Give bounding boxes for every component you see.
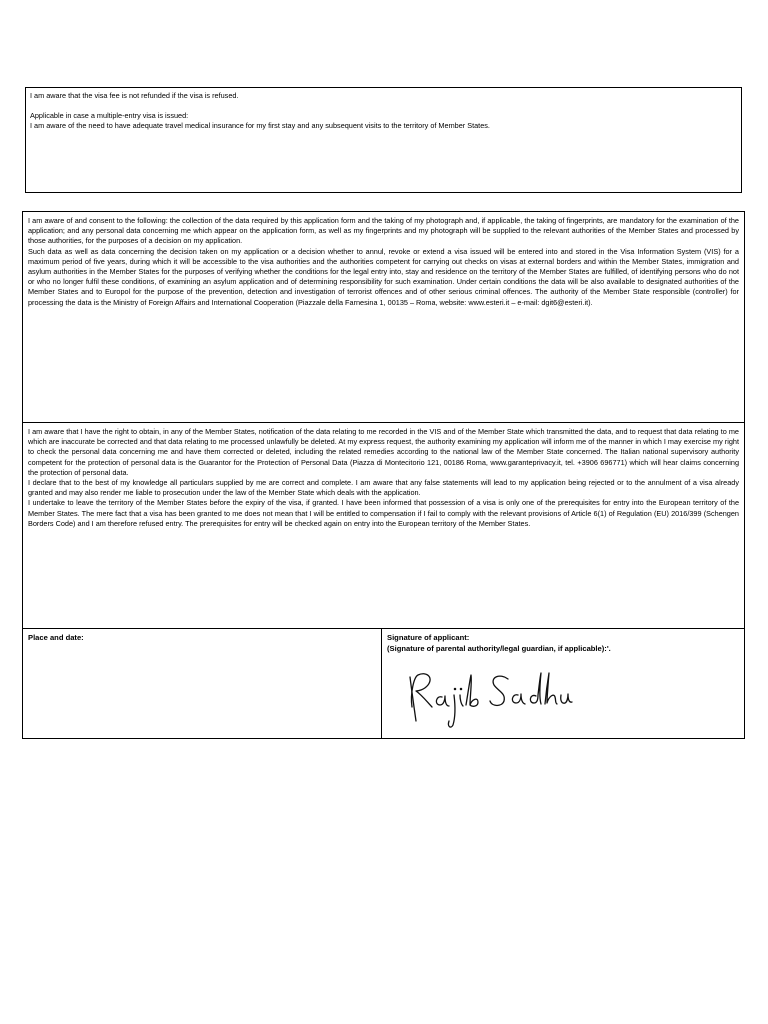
departure-undertaking-paragraph: I undertake to leave the territory of the Member States before the expiry of the visa, if granted. I have been informed that possession of a visa is only one of the prerequisites for entry into the European territory of the Member States. The mere fact that a visa has been granted to me does not mean that I will be entitled to compensation if I fail to comply with the relevant provisions of Article 6(1) of Regulation (EU) 2016/399 (Schengen Borders Code) and I am therefore refused entry. The prerequisites for entry will be checked again on entry into the European territory of the Member States. [28,498,739,528]
signature-sublabel: (Signature of parental authority/legal guardian, if applicable):'. [387,643,611,653]
medical-insurance-notice: I am aware of the need to have adequate travel medical insurance for my first stay and any subsequent visits to the territory of Member States. [30,121,490,131]
data-consent-section [23,212,744,423]
rights-declaration-section [23,423,744,629]
handwritten-signature [404,663,574,733]
place-and-date-cell [23,629,382,739]
vis-storage-paragraph: Such data as well as data concerning the decision taken on my application or a decision whether to annul, revoke or extend a visa issued will be entered into and stored in the Visa Information System (VIS) for a maximum period of five years, during which it will be accessible to the visa authorities and the authorities competent for carrying out checks on visas at external borders and within the Member States, immigration and asylum authorities in the Member States for the purposes of verifying whether the conditions for the legal entry into, stay and residence on the territory of the Member States are fulfilled, of identifying persons who do not or who no longer fulfil these conditions, of examining an asylum application and of determining responsibility for such examination. Under certain conditions the data will be also available to designated authorities of the Member States and to Europol for the purpose of the prevention, detection and investigation of terrorist offences and of other serious criminal offences. The authority of the Member State responsible (controller) for processing the data is the Ministry of Foreign Affairs and International Cooperation (Piazzale della Farnesina 1, 00135 – Roma, website: www.esteri.it – e-mail: dgit6@esteri.it). [28,246,739,307]
signature-row [23,629,744,739]
consent-declaration-box [22,211,745,739]
visa-fee-notice: I am aware that the visa fee is not refunded if the visa is refused. [30,91,239,100]
signature-label: Signature of applicant: [387,633,470,642]
visa-fee-notice-box [25,87,742,193]
signature-cell [382,629,744,739]
place-and-date-label: Place and date: [28,633,84,642]
data-collection-paragraph: I am aware of and consent to the following: the collection of the data required by this application form and the taking of my photograph and, if applicable, the taking of fingerprints, are mandatory for the examination of the application; and any personal data concerning me which appear on the application form, as well as my fingerprints and my photograph will be supplied to the relevant authorities of the Member States and processed by those authorities, for the purposes of a decision on my application. [28,216,739,246]
multiple-entry-heading: Applicable in case a multiple-entry visa is issued: [30,111,189,121]
data-rights-paragraph: I am aware that I have the right to obtain, in any of the Member States, notification of the data relating to me recorded in the VIS and of the Member State which transmitted the data, and to request that data relating to me which are inaccurate be corrected and that data relating to me processed unlawfully be deleted. At my express request, the authority examining my application will inform me of the manner in which I may exercise my right to check the personal data concerning me and have them corrected or deleted, including the related remedies according to the national law of the Member State concerned. The Italian national supervisory authority competent for the protection of personal data is the Guarantor for the Protection of Personal Data (Piazza di Montecitorio 121, 00186 Roma, www.garanteprivacy.it, tel. +3906 696771) which will hear claims concerning the protection of personal data. [28,427,739,477]
truthfulness-declaration-paragraph: I declare that to the best of my knowledge all particulars supplied by me are correct and complete. I am aware that any false statements will lead to my application being rejected or to the annulment of a visa already granted and may also render me liable to prosecution under the law of the Member State which deals with the application. [28,478,739,498]
